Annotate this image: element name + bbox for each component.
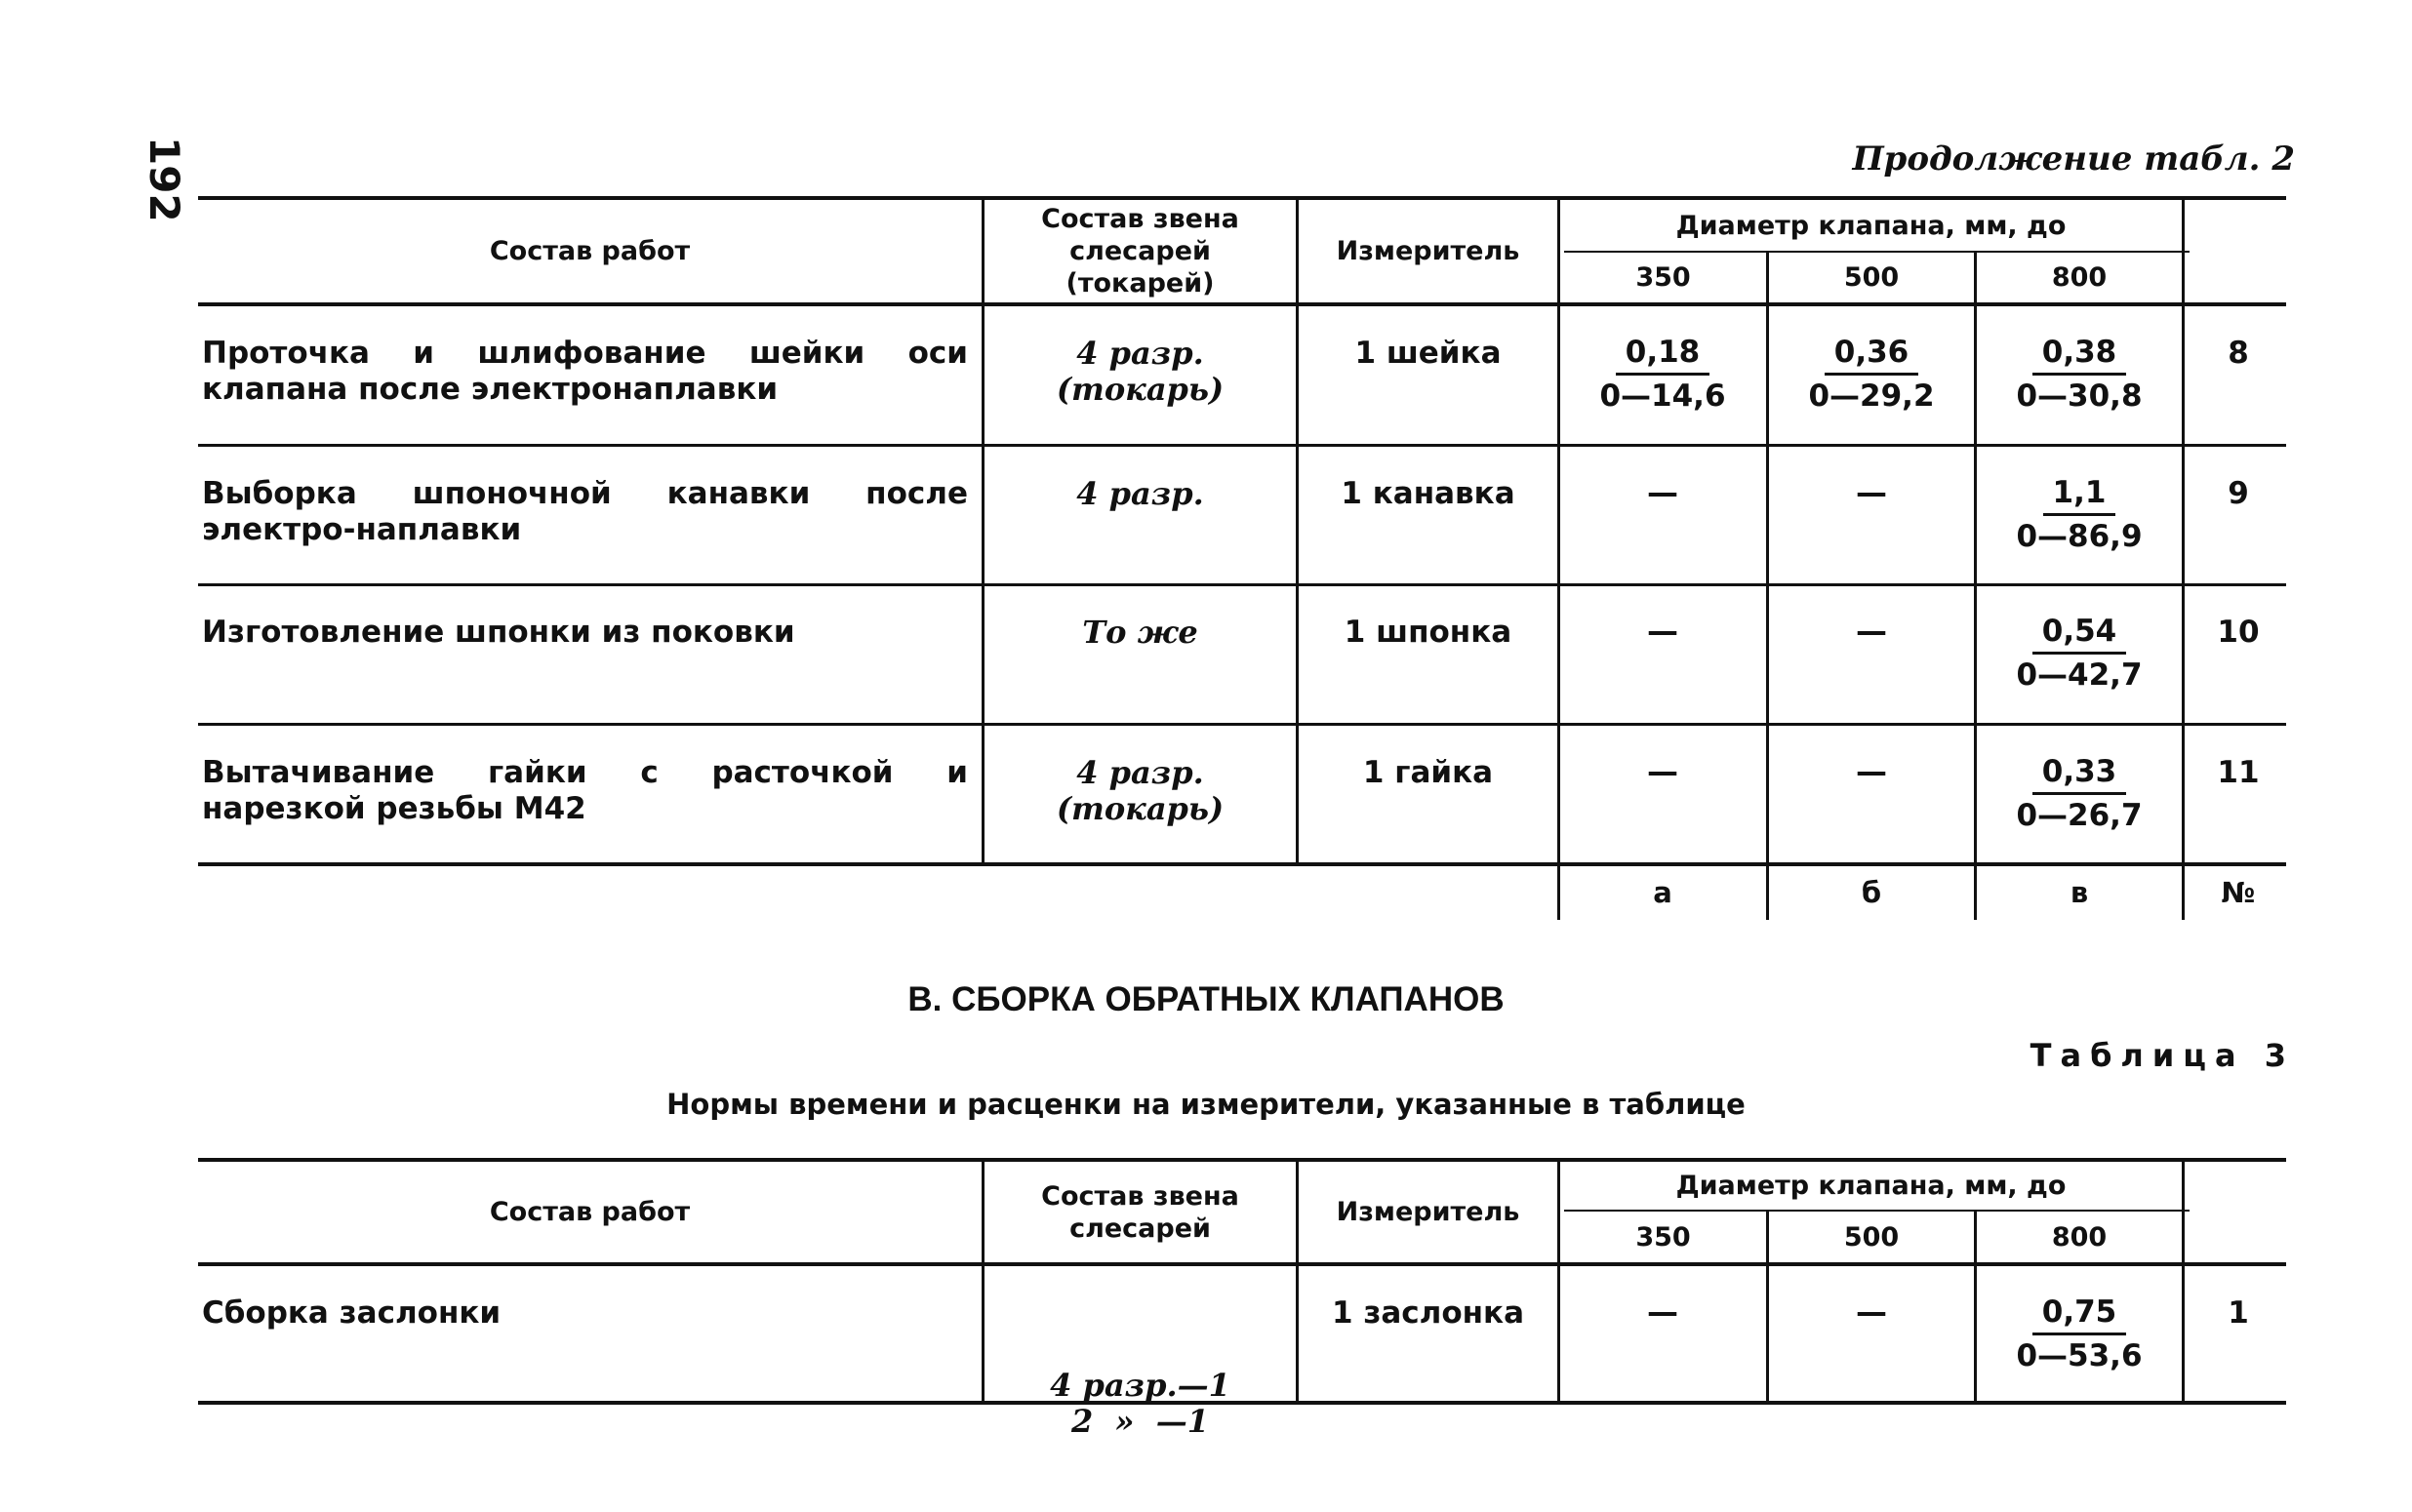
header-d500: 500 — [1843, 1221, 1900, 1253]
header-diameter: Диаметр клапана, мм, до — [1675, 210, 2067, 241]
footer-no: № — [2221, 876, 2256, 909]
row-unit: 1 канавка — [1341, 476, 1515, 511]
row-work: Выборка шпоночной канавки после электро-наплавки — [202, 476, 968, 547]
value-350: — — [1647, 613, 1678, 650]
value-500: — — [1856, 613, 1887, 650]
row-work: Сборка заслонки — [202, 1295, 502, 1331]
row-work: Изготовление шпонки из поковки — [202, 615, 795, 650]
header-d500: 500 — [1843, 262, 1900, 293]
row-unit: 1 заслонка — [1331, 1295, 1525, 1331]
row-divider — [198, 583, 2286, 586]
value-350: — — [1647, 474, 1678, 511]
row-work: Проточка и шлифование шейки оси клапана после электронаплавки — [202, 336, 968, 407]
section-title: В. СБОРКА ОБРАТНЫХ КЛАПАНОВ — [907, 980, 1505, 1018]
row-crew: То же — [1082, 614, 1198, 651]
value-350: $\frac{0,18}{0—14,6}$ — [1560, 332, 1765, 417]
header-unit: Измеритель — [1336, 1197, 1520, 1227]
value-350: — — [1647, 1293, 1678, 1331]
header-d350: 350 — [1635, 262, 1691, 293]
header-work: Состав работ — [489, 1197, 691, 1227]
header-work: Состав работ — [489, 236, 691, 266]
table-rule — [198, 302, 2286, 306]
table-rule — [198, 862, 2286, 866]
row-crew: 4 разр. — [1076, 475, 1204, 512]
table-label: Таблица 3 — [2030, 1037, 2295, 1074]
value-800: $\frac{0,75}{0—53,6}$ — [1977, 1292, 2182, 1376]
row-work: Вытачивание гайки с расточкой и нарезкой резьбы М42 — [202, 755, 968, 826]
value-800: $\frac{0,54}{0—42,7}$ — [1977, 611, 2182, 696]
table-caption: Нормы времени и расценки на измерители, указанные в таблице — [666, 1088, 1746, 1121]
continuation-label: Продолжение табл. 2 — [1852, 139, 2295, 179]
value-500: — — [1856, 474, 1887, 511]
row-unit: 1 шейка — [1354, 336, 1502, 371]
row-number: 11 — [2217, 755, 2260, 790]
value-800: $\frac{1,1}{0—86,9}$ — [1977, 472, 2182, 557]
value-800: $\frac{0,38}{0—30,8}$ — [1977, 332, 2182, 417]
col-divider — [2182, 198, 2185, 920]
header-crew: Состав звена слесарей (токарей) — [1041, 204, 1239, 298]
col-divider — [2182, 1160, 2185, 1403]
header-crew: Состав звена слесарей — [1041, 1180, 1239, 1244]
row-unit: 1 шпонка — [1344, 615, 1512, 650]
value-800: $\frac{0,33}{0—26,7}$ — [1977, 751, 2182, 836]
header-d800: 800 — [2051, 262, 2108, 293]
header-d800: 800 — [2051, 1221, 2108, 1253]
row-divider — [198, 723, 2286, 726]
footer-c: в — [2070, 876, 2089, 909]
footer-b: б — [1861, 876, 1882, 909]
row-crew: 4 разр. (токарь) — [1056, 335, 1225, 408]
value-350: — — [1647, 753, 1678, 790]
row-number: 1 — [2228, 1295, 2249, 1331]
header-diameter: Диаметр клапана, мм, до — [1675, 1171, 2067, 1201]
col-divider — [1557, 198, 1560, 920]
row-number: 10 — [2217, 615, 2260, 650]
value-500: — — [1856, 1293, 1887, 1331]
value-500: $\frac{0,36}{0—29,2}$ — [1769, 332, 1974, 417]
row-crew: 4 разр.—1 2 » —1 — [1050, 1367, 1230, 1440]
value-500: — — [1856, 753, 1887, 790]
header-unit: Измеритель — [1336, 236, 1520, 266]
row-unit: 1 гайка — [1362, 755, 1494, 790]
row-crew: 4 разр. (токарь) — [1056, 754, 1225, 827]
row-number: 8 — [2228, 336, 2249, 371]
footer-a: а — [1653, 876, 1672, 909]
page-number: 192 — [141, 137, 188, 222]
header-d350: 350 — [1635, 1221, 1691, 1253]
table-rule — [198, 1262, 2286, 1266]
row-number: 9 — [2228, 476, 2249, 511]
row-divider — [198, 444, 2286, 447]
